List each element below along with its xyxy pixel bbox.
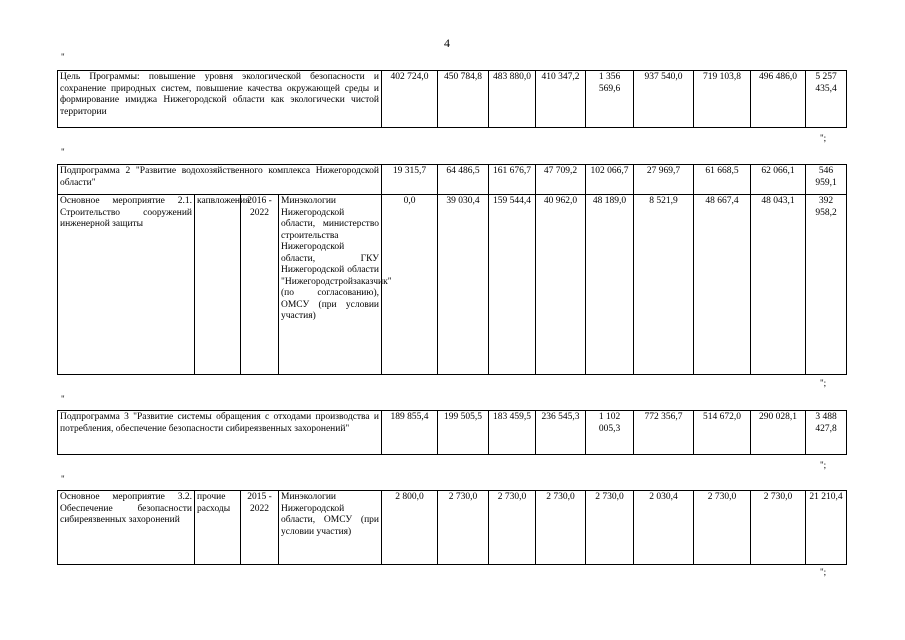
value-cell: 402 724,0 (382, 71, 438, 128)
measure-name: Основное мероприятие 3.2. Обеспечение безопасности сибиреязвенных захоронений (58, 491, 195, 565)
value-cell: 61 668,5 (694, 165, 751, 195)
open-quote: " (61, 52, 65, 62)
value-cell: 2 730,0 (751, 491, 806, 565)
value-cell: 19 315,7 (382, 165, 438, 195)
measure-name: Основное мероприятие 2.1. Строительство сооружений инженерной защиты (58, 195, 195, 375)
measure-executor: Минэкологии Нижегородской области, ОМСУ (при условии участия) (279, 491, 382, 565)
goal-label: Цель Программы: повышение уровня экологической безопасности и сохранение природных систем, повышение качества окружающей среды и формирование имиджа Нижегородской области как экологически чистой территории (58, 71, 382, 128)
goal-table (57, 70, 847, 128)
value-cell: 161 676,7 (489, 165, 536, 195)
value-cell: 514 672,0 (694, 411, 751, 455)
value-cell: 2 730,0 (438, 491, 489, 565)
value-cell: 483 880,0 (489, 71, 536, 128)
measure-type: капвложения (195, 195, 241, 375)
subprogram-2-table (57, 164, 847, 375)
value-cell: 772 356,7 (634, 411, 694, 455)
value-cell: 21 210,4 (806, 491, 847, 565)
value-cell: 8 521,9 (634, 195, 694, 375)
value-cell: 48 189,0 (586, 195, 634, 375)
value-cell: 40 962,0 (536, 195, 586, 375)
value-cell: 62 066,1 (751, 165, 806, 195)
value-cell: 1 356 569,6 (586, 71, 634, 128)
value-cell: 102 066,7 (586, 165, 634, 195)
value-cell: 719 103,8 (694, 71, 751, 128)
page-number: 4 (444, 36, 450, 50)
close-quote: "; (820, 567, 827, 577)
measure-3-2-row (58, 491, 847, 565)
value-cell: 189 855,4 (382, 411, 438, 455)
value-cell: 47 709,2 (536, 165, 586, 195)
measure-period: 2016 - 2022 (241, 195, 279, 375)
close-quote: "; (820, 460, 827, 470)
value-cell: 27 969,7 (634, 165, 694, 195)
value-cell: 0,0 (382, 195, 438, 375)
value-cell: 496 486,0 (751, 71, 806, 128)
value-cell: 2 730,0 (694, 491, 751, 565)
value-cell: 937 540,0 (634, 71, 694, 128)
subprogram-3-table (57, 410, 847, 455)
goal-row (58, 71, 847, 128)
measure-executor: Минэкологии Нижегородской области, министерство строительства Нижегородской области, ГКУ Нижегородской области "Нижегородстройзаказчик" (по согласованию), ОМСУ (при условии участия) (279, 195, 382, 375)
open-quote: " (61, 147, 65, 157)
measure-period: 2015 - 2022 (241, 491, 279, 565)
value-cell: 1 102 005,3 (586, 411, 634, 455)
subprogram-3-row (58, 411, 847, 455)
value-cell: 392 958,2 (806, 195, 847, 375)
value-cell: 2 730,0 (489, 491, 536, 565)
value-cell: 159 544,4 (489, 195, 536, 375)
open-quote: " (61, 394, 65, 404)
value-cell: 48 043,1 (751, 195, 806, 375)
subprogram-2-label: Подпрограмма 2 "Развитие водохозяйственного комплекса Нижегородской области" (58, 165, 382, 195)
value-cell: 2 800,0 (382, 491, 438, 565)
subprogram-3-label: Подпрограмма 3 "Развитие системы обращения с отходами производства и потребления, обеспечение безопасности сибиреязвенных захоронений" (58, 411, 382, 455)
measure-3-2-table (57, 490, 847, 565)
value-cell: 546 959,1 (806, 165, 847, 195)
value-cell: 39 030,4 (438, 195, 489, 375)
value-cell: 199 505,5 (438, 411, 489, 455)
value-cell: 236 545,3 (536, 411, 586, 455)
value-cell: 183 459,5 (489, 411, 536, 455)
value-cell: 2 730,0 (586, 491, 634, 565)
open-quote: " (61, 474, 65, 484)
measure-type: прочие расходы (195, 491, 241, 565)
value-cell: 290 028,1 (751, 411, 806, 455)
value-cell: 3 488 427,8 (806, 411, 847, 455)
value-cell: 450 784,8 (438, 71, 489, 128)
value-cell: 64 486,5 (438, 165, 489, 195)
close-quote: "; (820, 133, 827, 143)
close-quote: "; (820, 378, 827, 388)
value-cell: 48 667,4 (694, 195, 751, 375)
subprogram-2-row (58, 165, 847, 195)
value-cell: 410 347,2 (536, 71, 586, 128)
measure-2-1-row (58, 195, 847, 375)
value-cell: 5 257 435,4 (806, 71, 847, 128)
value-cell: 2 730,0 (536, 491, 586, 565)
value-cell: 2 030,4 (634, 491, 694, 565)
